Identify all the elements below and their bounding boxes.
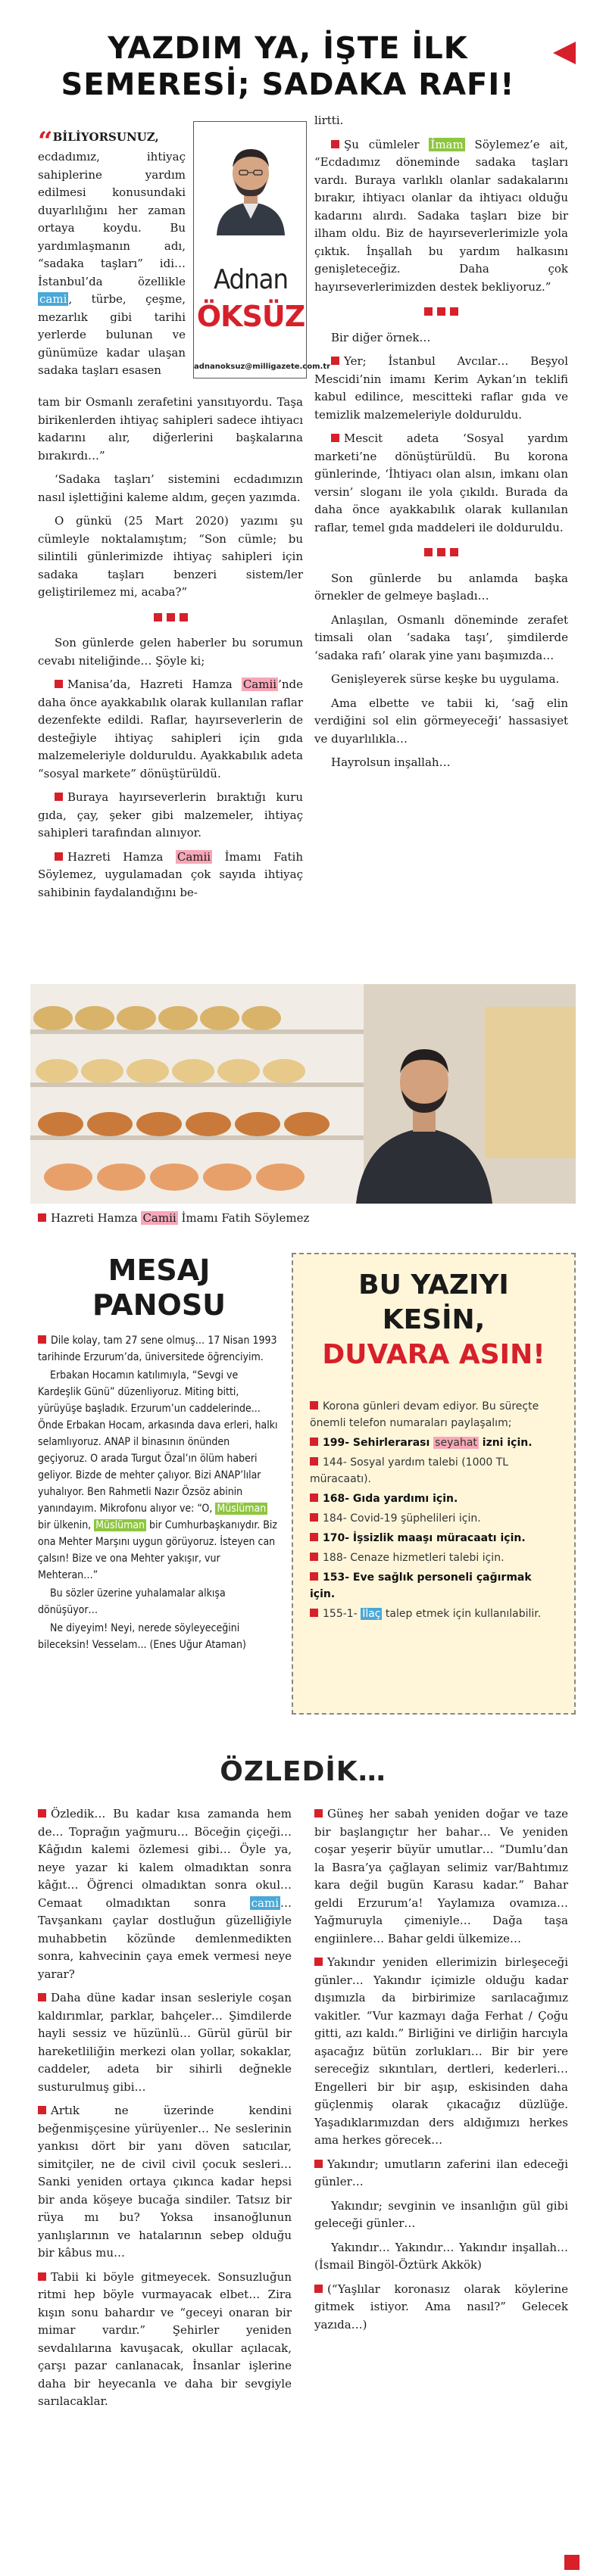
highlight-imam: İmam: [430, 137, 464, 151]
headline-line-1: YAZDIM YA, İŞTE İLK: [108, 31, 468, 66]
photo-caption: Hazreti Hamza Camii İmamı Fatih Söylemez: [38, 1210, 568, 1227]
highlight-camii: Camii: [176, 849, 211, 864]
bullet-square-icon: [310, 1494, 318, 1502]
paragraph: Manisa’da, Hazreti Hamza Camii ’nde daha önce ayakkabılık olarak kullanılan raflar dezenfekte edildi. Raflar, hayırseverlerin de desteğiyle ihtiyaç sahipleri için gıda malzemeleriyle dolduruldu. Ayakkabılık adeta “sosyal markete” dönüştürüldü.: [38, 677, 303, 780]
intro-lead: BİLİYORSUNUZ,: [52, 130, 159, 144]
list-item: 144- Sosyal yardım talebi (1000 TL müracaatı).: [310, 1456, 509, 1485]
bullet-square-icon: [310, 1457, 318, 1466]
highlight-camii: Camii: [242, 677, 277, 691]
paragraph: Hayrolsun inşallah…: [331, 755, 451, 769]
section-divider: [314, 304, 568, 322]
highlight-cami: cami: [251, 1895, 279, 1910]
bullet-square-icon: [314, 1958, 323, 1966]
bullet-square-icon: [310, 1533, 318, 1541]
article-column-2: [314, 112, 568, 778]
bullet-square-icon: [310, 1438, 318, 1446]
bullet-square-icon: [331, 434, 339, 442]
section-divider: [38, 609, 303, 628]
mesaj-panosu-title: MESAJ PANOSU: [92, 1254, 226, 1322]
paragraph: Son günlerde bu anlamda başka örnekler de gelmeye başladı…: [314, 571, 568, 603]
ozledik-column-2: Güneş her sabah yeniden doğar ve taze bir başlangıçtır her bahar… Ve yeniden coşar yeşerir büyür umutlar… “Dumlu’dan la Basra’ya çağlayan selimiz var/Bahtımız kara değil bugün Karasu kadar.” Bahar geldi Erzurum’a! Yaylamıza ovamıza… Yağmuruyla çimeniyle… Dağa taşa engiinlere… Bahar geldi ülkemize… Yakındır yeniden ellerimizin birleşeceği günler… Yakındır içimizle olduğu kadar dışımızla da birbirimize sarılacağımız vakitler. “Vur kazmayı dağa Ferhat / Çoğu gitti, azı kaldı.” Birliğini ve dirliğin harcıyla aşacağız bütün zorlukları… Bir bir yere sereceğiz sıkıntıları, dertleri, kederleri… Engelleri bir bir aşıp, eskisinden daha güçlenmiş olarak çıkacağız düzlüğe. Yaşadıklarımızdan ders aldığımızı herkes ama herkes görecek… Yakındır; umutların zaferini ilan edeceği günler… Yakındır; sevginin ve insanlığın gül gibi geleceği günler… Yakındır… Yakındır… Yakındır inşallah… (İsmail Bingöl-Öztürk Akkök) (“Yaşlılar koronasız olarak köylerine gitmek istiyor. Ama nasıl?” Gelecek yazıda…): [314, 1807, 568, 2331]
bullet-square-icon: [331, 140, 339, 148]
paragraph: lirtti.: [314, 114, 344, 127]
flag-icon: [553, 42, 576, 64]
quote-mark-icon: “: [38, 126, 53, 157]
bullet-square-icon: [38, 2106, 46, 2114]
bullet-square-icon: [314, 1809, 323, 1818]
mesaj-panosu-body: Dile kolay, tam 27 sene olmuş… 17 Nisan 1993 tarihinde Erzurum’da, üniversitede öğrenciyim. Erbakan Hocamın katılımıyla, “Sevgi ve Kardeşlik Günü” düzenliyoruz. Miting bitti, yürüyüşe başladık. Erzurum’un caddelerinde... Önde Erbakan Hocam, arkasında dava erleri, halkı selamlıyoruz. ANAP il binasının önünden geçiyoruz. O arada Turgut Özal’ın ölüm haberi geliyor. Bizde de mehter çalıyor. Bizi ANAP’lılar yuhalıyor. Ben Rahmetli Nazır Özsöz abinin yanındayım. Mikrofonu alıyor ve: “O, Müslüman bir ülkenin, Müslüman bir Cumhurbaşkanıydır. Biz ona Mehter Marşını uygun görüyoruz. İsteyen can çalsın! Bize ve ona Mehter yakışır, vur Mehteran…” Bu sözler üzerine yuhalamalar alkışa dönüşüyor… Ne diyeyim! Neyi, nerede söyleyeceğini bileceksin! Vesselam... (Enes Uğur Ataman): [38, 1335, 278, 1651]
intro-column: [38, 126, 186, 386]
article-headline: [30, 30, 545, 103]
paragraph: O günkü (25 Mart 2020) yazımı şu cümleyle noktalamıştım; “Son cümle; bu silintili günlerimizde ihtiyaç sahipleri için sadaka taşları benzeri sistem/ler geliştirilemez mi, acaba?”: [38, 514, 303, 599]
paragraph: ‘Sadaka taşları’ sistemini ecdadımızın nasıl işlettiğini kaleme aldım, geçen yazımda.: [38, 472, 303, 504]
bullet-square-icon: [310, 1609, 318, 1617]
cutout-title: BU YAZIYI KESİN, DUVARA ASIN!: [322, 1269, 545, 1370]
author-email: adnanoksuz@milligazete.com.tr: [194, 363, 331, 371]
article-photo: [30, 984, 576, 1204]
headline-line-2: SEMERESİ; SADAKA RAFI!: [61, 67, 515, 102]
bullet-square-icon: [38, 1809, 46, 1818]
paragraph: Hazreti Hamza Camii İmamı Fatih Söylemez, uygulamadan çok sayıda ihtiyaç sahibinin faydalandığını be-: [38, 849, 303, 899]
bullet-square-icon: [314, 2285, 323, 2293]
highlight-camii: Camii: [142, 1211, 176, 1225]
paragraph: Son günlerde gelen haberler bu sorumun cevabı niteliğinde… Şöyle ki;: [38, 636, 303, 668]
paragraph: Bir diğer örnek…: [331, 330, 431, 344]
section-divider: [314, 544, 568, 562]
list-item: 155-1- İlaç talep etmek için kullanılabilir.: [310, 1606, 560, 1622]
ozledik-title: ÖZLEDİK…: [220, 1756, 386, 1787]
ozledik-column-1: Özledik… Bu kadar kısa zamanda hem de… Toprağın yağmuru… Böceğin çiçeği… Kâğıdın kalemi özlemesi gibi… Öyle ya, neye yazar ki kalem olmadıktan sonra kâğıt… Öğrenci olmadıktan sonra okul… Cemaat olmadıktan sonra cami … Tavşankanı çaylar dostluğun güzelliğiyle muhabbetin közünde demlenmedikten sonra, kahvecinin çaya emek vermesi neye yarar? Daha düne kadar insan sesleriyle coşan kaldırımlar, parklar, bahçeler… Şimdilerde hayli sessiz ve hüzünlü… Gürül gürül bir hareketliliğin merkezi olan yollar, sokaklar, caddeler, adeta bir sihirli değnekle susturulmuş gibi… Artık ne üzerinde kendini beğenmişçesine yürüyenler… Ne seslerinin yankısı dört bir yanı döven satıcılar, simitçiler, ne de civil civil çocuk sesleri… Sanki yeniden ortaya çıkınca kadar hepsi bir anda köşeye bucağa sindiler. Tatsız bir rüya mı bu? Yoksa insanoğlunun yanlışlarının ve hatalarının sebep olduğu bir kâbus mu… Tabii ki böyle gitmeyecek. Sonsuzluğun ritmi hep böyle vurmayacak elbet… Zira kışın sonu bahardır ve “geceyi onaran bir mimar vardır.” Şehirler yeniden sevdalılarına kavuşacak, okullar açılacak, çarşı pazar canlanacak, İnsanlar işlerine daha bir heyecanla ve daha bir sevgiyle sarılacaklar.: [38, 1807, 292, 2408]
intro-paragraph: “BİLİYORSUNUZ, ecdadımız, ihtiyaç sahiplerine yardım edilmesi konusundaki duyarlılığını her zaman ortaya koydu. Bu yardımlaşmanın adı, “sadaka taşları” idi… İstanbul’da özellikle cami , türbe, çeşme, mezarlık gibi tarihi yerlerde bulunan ve günümüze kadar ulaşan sadaka taşları esasen: [38, 126, 186, 377]
paragraph: Şu cümleler İmam Söylemez’e ait, “Ecdadımız döneminde sadaka taşları vardı. Buraya varlıklı olanlar sadakalarını bırakır, ihtiyacı olanlar da ihtiyacı olduğu kadarını alırdı. Sadaka taşları bize bir ilham oldu. Biz de hayırseverlerimizle yola çıktık. İnşallah bu yardım halkasını genişleteceğiz. Daha çok hayırseverlerimizden destek bekliyoruz.”: [314, 137, 568, 294]
highlight-muslim: Müslüman: [217, 1503, 267, 1515]
list-item: 199- Sehirlerarası seyahat izni için.: [310, 1434, 560, 1451]
list-item: 184- Covid-19 şüphelileri için.: [310, 1510, 560, 1527]
highlight-ilac: İlaç: [362, 1608, 381, 1620]
author-photo: [209, 129, 292, 235]
author-last-name: ÖKSÜZ: [196, 300, 305, 333]
paragraph: Mescit adeta ‘Sosyal yardım marketi’ne dönüştürüldü. Bu korona günlerinde, ‘İhtiyacı olan alsın, imkanı olan versin’ sloganı ile yola çıkıldı. Burada da daha önce ayakkabılık olarak kullanılan raflar, temel gıda maddeleri ile dolduruldu.: [314, 431, 568, 534]
paragraph: Ama elbette ve tabii ki, ‘sağ elin verdiğini sol elin görmeyeceği’ hassasiyet ve duyarlılıkla…: [314, 696, 568, 746]
list-item: Korona günleri devam ediyor. Bu süreçte önemli telefon numaraları paylaşalım;: [310, 1400, 539, 1429]
phone-number-list: [310, 1398, 560, 1625]
bullet-square-icon: [38, 1213, 46, 1222]
article-column-1: [38, 394, 303, 908]
paragraph: Buraya hayırseverlerin bıraktığı kuru gıda, çay, şeker gibi malzemeler, ihtiyaç sahipleri tarafından alınıyor.: [38, 790, 303, 839]
list-item: 188- Cenaze hizmetleri talebi için.: [310, 1550, 560, 1566]
bullet-square-icon: [55, 793, 63, 801]
highlight-seyahat: seyahat: [435, 1437, 477, 1449]
bullet-square-icon: [310, 1513, 318, 1522]
bullet-square-icon: [310, 1401, 318, 1409]
bullet-square-icon: [331, 357, 339, 365]
paragraph: Anlaşılan, Osmanlı döneminde zerafet timsali olan ‘sadaka taşı’, şimdilerde ‘sadaka rafı’ olarak yine yanı başımızda…: [314, 612, 568, 662]
highlight-muslim: Müslüman: [95, 1519, 145, 1531]
highlight-cami: cami: [39, 292, 67, 306]
paragraph: tam bir Osmanlı zerafetini yansıtıyordu. Taşa birikenlerden ihtiyaç sahipleri sadece ihtiyacı kadarını alır, diğerlerini başkalarına bırakırdı…”: [38, 395, 303, 463]
bullet-square-icon: [38, 2272, 46, 2281]
bullet-square-icon: [310, 1553, 318, 1561]
author-first-name: Adnan: [214, 264, 288, 295]
list-item: 168- Gıda yardımı için.: [310, 1490, 560, 1507]
bullet-square-icon: [38, 1335, 46, 1344]
bullet-square-icon: [310, 1572, 318, 1581]
paragraph: Yer; İstanbul Avcılar… Beşyol Mescidi’nin imamı Kerim Aykan’ın teklifi kabul edilince, mescitteki raflar gıda ve temizlik malzemeleriyle dolduruldu.: [314, 354, 568, 422]
bullet-square-icon: [55, 680, 63, 688]
bullet-square-icon: [55, 852, 63, 861]
paragraph: Genişleyerek sürse keşke bu uygulama.: [331, 672, 560, 686]
author-card: [193, 121, 331, 378]
bullet-square-icon: [38, 1993, 46, 2001]
list-item: 170- İşsizlik maaşı müracaatı için.: [310, 1530, 560, 1547]
page-end-mark: [564, 2555, 579, 2570]
emergency-numbers-box: [292, 1253, 576, 1715]
bullet-square-icon: [314, 2160, 323, 2168]
list-item: 153- Eve sağlık personeli çağırmak için.: [310, 1571, 532, 1600]
